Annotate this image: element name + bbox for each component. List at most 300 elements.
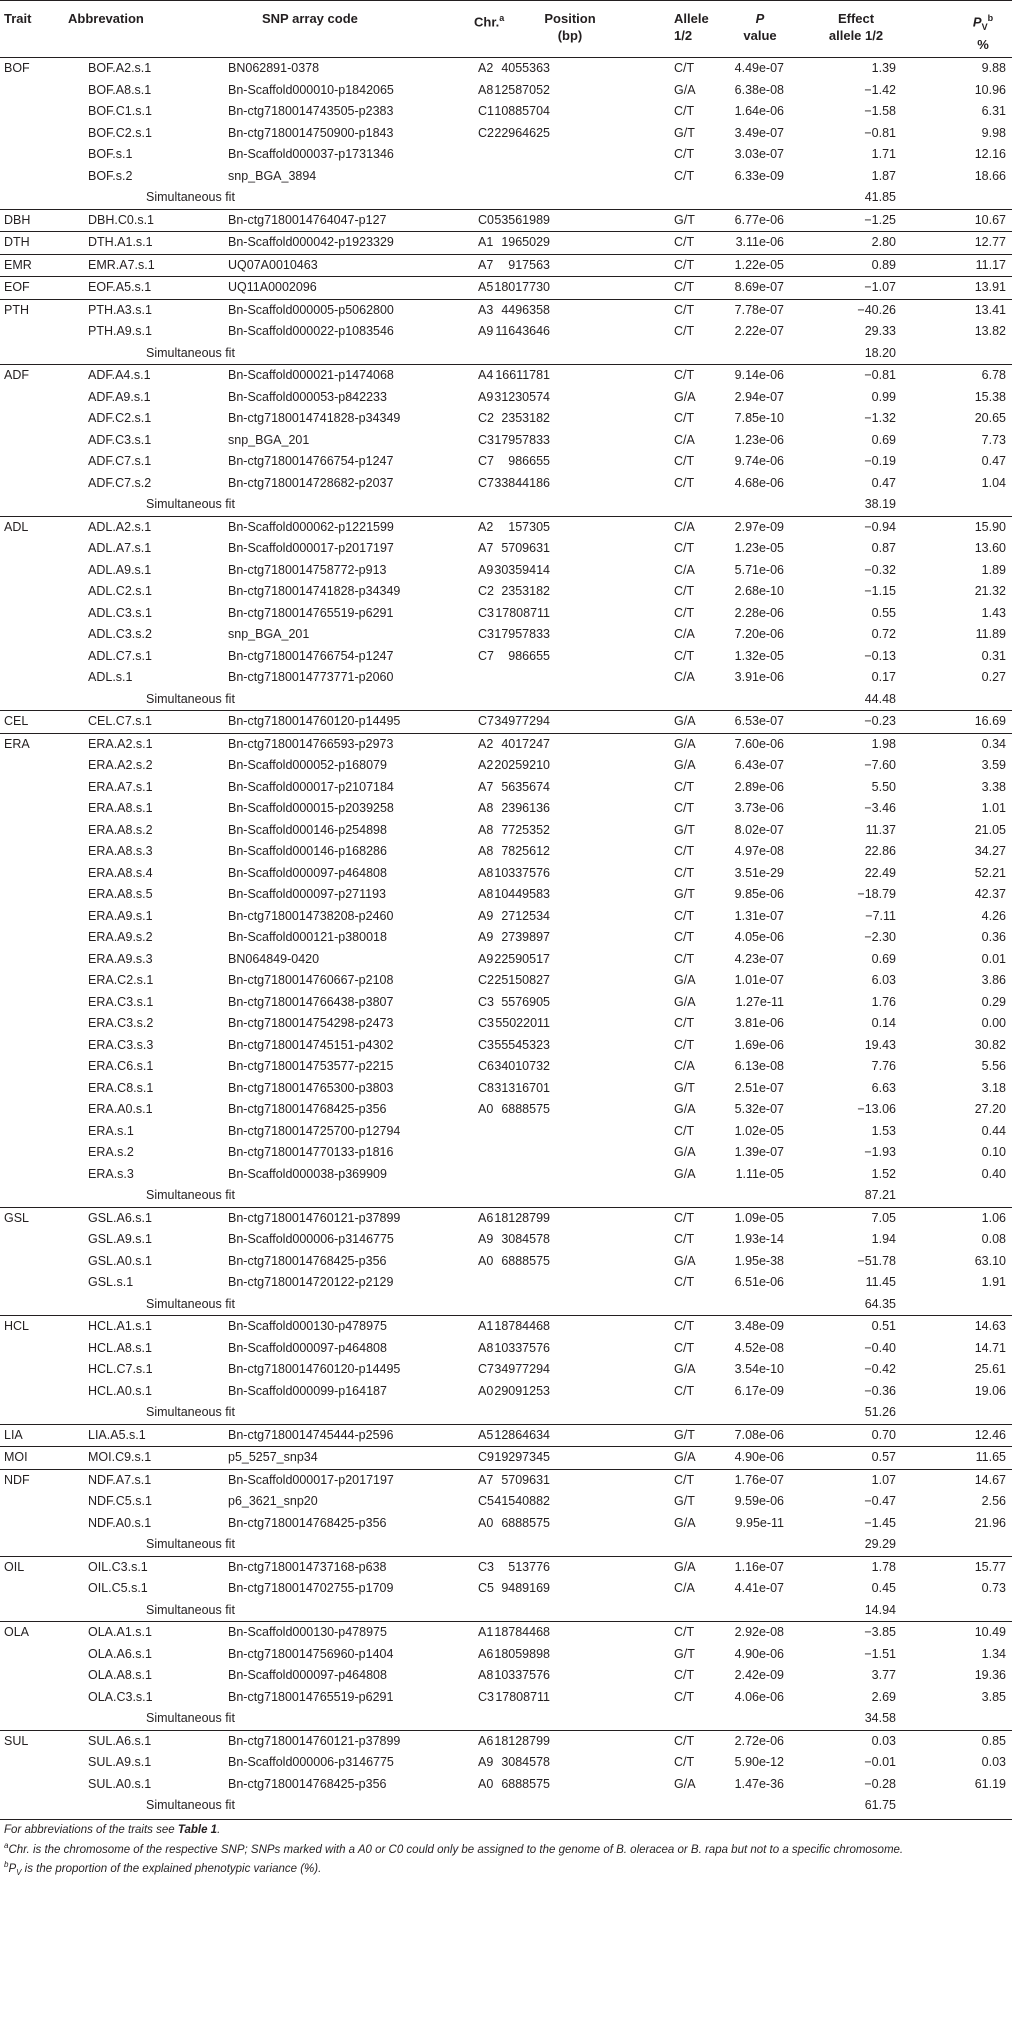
chromosome-cell: A4: [478, 368, 494, 382]
position-cell: 11643646: [495, 324, 550, 338]
simultaneous-fit-value: 14.94: [864, 1602, 896, 1617]
chromosome-cell: C6: [478, 1059, 494, 1073]
abbreviation-cell: BOF.A8.s.1: [88, 82, 152, 97]
table-row: [0, 1752, 1012, 1774]
header-chr-label: Chr.: [474, 14, 500, 30]
simultaneous-fit-label: Simultaneous fit: [146, 497, 235, 511]
header-snp-code-label: SNP array code: [262, 11, 358, 26]
abbreviation-cell: ADL.C7.s.1: [88, 648, 152, 663]
header-snp-code: [262, 10, 358, 27]
trait-cell: DTH: [4, 235, 30, 249]
p-value-cell: 3.73e-06: [734, 801, 784, 815]
effect-cell: −7.11: [865, 908, 896, 923]
allele-cell: C/T: [674, 257, 695, 272]
snp-array-code-cell: Bn-Scaffold000062-p1221599: [228, 519, 394, 534]
table-1-link[interactable]: Table 1: [177, 1823, 218, 1836]
simultaneous-fit-row: [0, 1294, 1012, 1316]
abbreviation-cell: EMR.A7.s.1: [88, 257, 155, 272]
abbreviation-cell: ERA.A8.s.2: [88, 822, 153, 837]
table-row: [0, 408, 1012, 430]
table-row: [0, 1164, 1012, 1186]
allele-cell: C/T: [674, 1668, 695, 1682]
position-cell: 10337576: [494, 865, 550, 880]
effect-cell: −3.46: [864, 801, 896, 815]
snp-array-code-cell: Bn-Scaffold000037-p1731346: [228, 147, 394, 161]
footnote-abbreviations: [0, 1823, 1012, 1838]
p-value-cell: 1.95e-38: [734, 1253, 784, 1268]
snp-array-code-cell: Bn-ctg7180014756960-p1404: [228, 1646, 394, 1661]
header-abbreviation: [68, 10, 144, 27]
chromosome-cell: A9: [478, 1755, 494, 1769]
abbreviation-cell: ERA.C3.s.2: [88, 1016, 154, 1030]
chromosome-cell: C7: [478, 475, 494, 490]
simultaneous-fit-row: [0, 1708, 1012, 1730]
snp-array-code-cell: Bn-Scaffold000097-p464808: [228, 1340, 387, 1355]
effect-cell: 1.07: [871, 1472, 896, 1487]
trait-cell: CEL: [4, 714, 29, 728]
allele-cell: C/A: [674, 1059, 695, 1073]
snp-array-code-cell: UQ07A0010463: [228, 257, 318, 272]
effect-cell: 2.80: [871, 235, 896, 249]
snp-array-code-cell: Bn-Scaffold000010-p1842065: [228, 82, 394, 97]
table-row: [0, 970, 1012, 992]
snp-array-code-cell: BN062891-0378: [228, 61, 320, 75]
chromosome-cell: A6: [478, 1210, 494, 1225]
abbreviation-cell: ERA.C3.s.1: [88, 994, 154, 1009]
chromosome-cell: C3: [478, 994, 494, 1009]
snp-array-code-cell: p6_3621_snp20: [228, 1494, 318, 1508]
table-row: [0, 1644, 1012, 1666]
abbreviation-cell: ADL.s.1: [88, 670, 133, 684]
abbreviation-cell: OLA.A6.s.1: [88, 1646, 152, 1661]
effect-cell: 5.50: [871, 779, 896, 794]
snp-array-code-cell: Bn-Scaffold000121-p380018: [228, 930, 387, 944]
table-row: [0, 254, 1012, 277]
footnote-abbreviations-end: .: [217, 1823, 221, 1836]
allele-cell: C/T: [674, 104, 695, 118]
snp-array-code-cell: Bn-ctg7180014766438-p3807: [228, 994, 394, 1009]
abbreviation-cell: ERA.C2.s.1: [88, 973, 154, 987]
pv-percent-cell: 13.82: [974, 324, 1006, 338]
snp-array-code-cell: BN064849-0420: [228, 951, 320, 966]
header-pv-unit: %: [977, 36, 989, 52]
allele-cell: C/T: [674, 648, 695, 663]
position-cell: 33844186: [494, 475, 550, 490]
position-cell: 5709631: [501, 541, 550, 555]
allele-cell: G/A: [674, 973, 696, 987]
position-cell: 19297345: [494, 1450, 550, 1464]
chromosome-cell: A2: [478, 61, 494, 75]
header-trait: [4, 10, 31, 27]
simultaneous-fit-value: 18.20: [864, 345, 896, 360]
effect-cell: 1.53: [871, 1123, 896, 1138]
simultaneous-fit-value: 61.75: [864, 1798, 896, 1812]
position-cell: 12587052: [494, 82, 550, 97]
table-row: [0, 667, 1012, 689]
snp-array-code-cell: Bn-Scaffold000021-p1474068: [228, 368, 394, 382]
footnote-abbreviations-text: For abbreviations of the traits see: [4, 1823, 178, 1836]
table-row: [0, 58, 1012, 80]
position-cell: 17957833: [494, 627, 550, 641]
table-row: [0, 1621, 1012, 1644]
p-value-cell: 7.85e-10: [734, 411, 784, 425]
p-value-cell: 9.85e-06: [734, 887, 784, 901]
p-value-cell: 3.49e-07: [734, 125, 784, 140]
abbreviation-cell: ERA.A8.s.4: [88, 865, 153, 880]
snp-array-code-cell: Bn-Scaffold000022-p1083546: [228, 324, 394, 338]
allele-cell: C/T: [674, 1123, 695, 1138]
footnote-a-text: Chr. is the chromosome of the respective SNP; SNPs marked with a A0 or C0 could only be assigned to the genome of B. oleracea or B. rapa but not to a specific chromosome.: [8, 1843, 904, 1856]
effect-cell: 7.05: [871, 1210, 896, 1225]
abbreviation-cell: ADL.C3.s.1: [88, 605, 152, 620]
abbreviation-cell: GSL.A9.s.1: [88, 1232, 152, 1246]
simultaneous-fit-value: 41.85: [864, 190, 896, 204]
snp-array-code-cell: Bn-ctg7180014745444-p2596: [228, 1427, 394, 1442]
pv-percent-cell: 6.78: [981, 368, 1006, 382]
snp-array-code-cell: Bn-Scaffold000130-p478975: [228, 1319, 387, 1333]
effect-cell: 19.43: [864, 1037, 896, 1052]
allele-cell: G/A: [674, 1515, 696, 1530]
snp-array-code-cell: UQ11A0002096: [228, 280, 317, 294]
chromosome-cell: A8: [478, 887, 494, 901]
pv-percent-cell: 0.27: [981, 670, 1006, 684]
simultaneous-fit-label: Simultaneous fit: [146, 1711, 235, 1725]
simultaneous-fit-row: [0, 1185, 1012, 1207]
allele-cell: G/T: [674, 125, 695, 140]
header-pv: [958, 10, 1008, 53]
p-value-cell: 2.42e-09: [734, 1668, 784, 1682]
table-row: [0, 1207, 1012, 1230]
table-row: [0, 1578, 1012, 1600]
effect-cell: 0.55: [871, 605, 896, 620]
allele-cell: C/T: [674, 1689, 695, 1704]
table-row: [0, 1229, 1012, 1251]
allele-cell: G/A: [674, 1362, 696, 1376]
pv-percent-cell: 13.91: [974, 280, 1006, 294]
table-row: [0, 992, 1012, 1014]
allele-cell: C/T: [674, 1340, 695, 1355]
p-value-cell: 1.39e-07: [734, 1145, 784, 1159]
pv-percent-cell: 0.10: [981, 1145, 1006, 1159]
pv-percent-cell: 12.46: [974, 1427, 1006, 1442]
chromosome-cell: C7: [478, 454, 494, 468]
pv-percent-cell: 0.40: [981, 1166, 1006, 1181]
abbreviation-cell: BOF.s.2: [88, 168, 133, 183]
pv-percent-cell: 14.67: [974, 1472, 1006, 1487]
abbreviation-cell: OLA.C3.s.1: [88, 1689, 153, 1704]
snp-array-code-cell: Bn-ctg7180014764047-p127: [228, 212, 387, 227]
abbreviation-cell: HCL.C7.s.1: [88, 1362, 153, 1376]
chromosome-cell: C7: [478, 714, 494, 728]
table-row: [0, 1469, 1012, 1492]
chromosome-cell: C1: [478, 104, 494, 118]
chromosome-cell: A0: [478, 1102, 494, 1116]
effect-cell: 11.45: [865, 1275, 896, 1289]
snp-array-code-cell: Bn-ctg7180014766754-p1247: [228, 454, 394, 468]
snp-array-code-cell: Bn-Scaffold000017-p2017197: [228, 1472, 394, 1487]
chromosome-cell: C3: [478, 1689, 494, 1704]
snp-array-code-cell: Bn-ctg7180014760121-p37899: [228, 1210, 401, 1225]
position-cell: 18128799: [494, 1210, 550, 1225]
effect-cell: −1.15: [864, 584, 896, 598]
position-cell: 6888575: [501, 1253, 550, 1268]
chromosome-cell: C7: [478, 1362, 494, 1376]
effect-cell: −0.23: [864, 714, 896, 728]
position-cell: 2396136: [501, 801, 550, 815]
table-row: [0, 863, 1012, 885]
table-row: [0, 516, 1012, 539]
chromosome-cell: A8: [478, 82, 494, 97]
chromosome-cell: C9: [478, 1450, 494, 1464]
abbreviation-cell: ERA.A9.s.2: [88, 930, 153, 944]
abbreviation-cell: OLA.A8.s.1: [88, 1668, 152, 1682]
table-row: [0, 1424, 1012, 1447]
allele-cell: C/T: [674, 280, 695, 294]
effect-cell: −0.47: [864, 1494, 896, 1508]
p-value-cell: 6.33e-09: [734, 168, 784, 183]
position-cell: 17957833: [494, 432, 550, 447]
chromosome-cell: A2: [478, 758, 494, 772]
abbreviation-cell: ERA.A7.s.1: [88, 779, 153, 794]
effect-cell: −1.07: [864, 280, 896, 294]
chromosome-cell: A9: [478, 389, 494, 404]
pv-percent-cell: 3.18: [981, 1080, 1006, 1095]
allele-cell: C/T: [674, 1016, 695, 1030]
trait-cell: NDF: [4, 1472, 30, 1487]
trait-cell: MOI: [4, 1450, 28, 1464]
table-row: [0, 538, 1012, 560]
allele-cell: G/A: [674, 389, 696, 404]
table-row: [0, 1056, 1012, 1078]
pv-percent-cell: 21.05: [974, 822, 1006, 837]
pv-percent-cell: 3.38: [981, 779, 1006, 794]
p-value-cell: 2.68e-10: [734, 584, 784, 598]
effect-cell: −40.26: [857, 302, 896, 317]
simultaneous-fit-row: [0, 689, 1012, 711]
p-value-cell: 3.48e-09: [734, 1319, 784, 1333]
pv-percent-cell: 0.31: [981, 648, 1006, 663]
header-allele: [674, 10, 709, 44]
chromosome-cell: A7: [478, 779, 494, 794]
allele-cell: C/T: [674, 1210, 695, 1225]
effect-cell: −0.36: [864, 1383, 896, 1398]
chromosome-cell: A1: [478, 235, 494, 249]
chromosome-cell: A2: [478, 519, 494, 534]
p-value-cell: 1.93e-14: [734, 1232, 784, 1246]
pv-percent-cell: 15.77: [974, 1559, 1006, 1574]
effect-cell: 29.33: [864, 324, 896, 338]
header-abbreviation-label: Abbrevation: [68, 11, 144, 26]
p-value-cell: 9.59e-06: [734, 1494, 784, 1508]
position-cell: 18059898: [494, 1646, 550, 1661]
allele-cell: C/T: [674, 147, 695, 161]
chromosome-cell: A8: [478, 1340, 494, 1355]
p-value-cell: 1.22e-05: [734, 257, 784, 272]
table-row: [0, 1513, 1012, 1535]
position-cell: 6888575: [501, 1515, 550, 1530]
position-cell: 29091253: [494, 1383, 550, 1398]
allele-cell: C/T: [674, 1625, 695, 1639]
chromosome-cell: A7: [478, 257, 494, 272]
allele-cell: G/A: [674, 758, 696, 772]
effect-cell: −7.60: [864, 758, 896, 772]
pv-percent-cell: 11.65: [975, 1450, 1006, 1464]
allele-cell: C/T: [674, 475, 695, 490]
simultaneous-fit-label: Simultaneous fit: [146, 1188, 235, 1202]
pv-percent-cell: 1.06: [981, 1210, 1006, 1225]
allele-cell: C/T: [674, 1037, 695, 1052]
effect-cell: 1.87: [871, 168, 896, 183]
abbreviation-cell: ERA.s.1: [88, 1123, 134, 1138]
table-row: [0, 646, 1012, 668]
simultaneous-fit-value: 87.21: [864, 1188, 896, 1202]
snp-array-code-cell: Bn-ctg7180014765300-p3803: [228, 1080, 394, 1095]
p-value-cell: 1.23e-05: [734, 541, 784, 555]
effect-cell: 2.69: [871, 1689, 896, 1704]
abbreviation-cell: ERA.A2.s.1: [88, 736, 153, 751]
position-cell: 917563: [508, 257, 550, 272]
abbreviation-cell: BOF.C2.s.1: [88, 125, 152, 140]
position-cell: 22964625: [494, 125, 550, 140]
chromosome-cell: A8: [478, 801, 494, 815]
snp-array-code-cell: Bn-ctg7180014760121-p37899: [228, 1733, 401, 1748]
snp-array-code-cell: Bn-ctg7180014758772-p913: [228, 562, 387, 577]
table-row: [0, 798, 1012, 820]
pv-percent-cell: 1.34: [981, 1646, 1006, 1661]
abbreviation-cell: BOF.C1.s.1: [88, 104, 152, 118]
chromosome-cell: A8: [478, 865, 494, 880]
position-cell: 2739897: [501, 930, 550, 944]
allele-cell: C/T: [674, 1472, 695, 1487]
position-cell: 5635674: [501, 779, 550, 794]
allele-cell: G/T: [674, 887, 695, 901]
allele-cell: G/T: [674, 1080, 695, 1095]
chromosome-cell: A7: [478, 1472, 494, 1487]
pv-percent-cell: 1.43: [981, 605, 1006, 620]
snp-array-code-cell: Bn-Scaffold000099-p164187: [228, 1383, 387, 1398]
chromosome-cell: A8: [478, 1668, 494, 1682]
allele-cell: C/T: [674, 844, 695, 858]
pv-percent-cell: 0.44: [981, 1123, 1006, 1138]
abbreviation-cell: SUL.A6.s.1: [88, 1733, 152, 1748]
pv-percent-cell: 14.63: [974, 1319, 1006, 1333]
snp-array-code-cell: Bn-ctg7180014768425-p356: [228, 1776, 387, 1791]
chromosome-cell: A9: [478, 930, 494, 944]
chromosome-cell: C3: [478, 605, 494, 620]
effect-cell: −1.42: [864, 82, 896, 97]
simultaneous-fit-label: Simultaneous fit: [146, 345, 235, 360]
header-p-value: [720, 10, 800, 44]
snp-array-code-cell: snp_BGA_201: [228, 432, 310, 447]
effect-cell: −18.79: [857, 887, 896, 901]
pv-percent-cell: 27.20: [974, 1102, 1006, 1116]
effect-cell: −0.01: [864, 1755, 896, 1769]
position-cell: 6888575: [501, 1776, 550, 1791]
allele-cell: C/T: [674, 1319, 695, 1333]
simultaneous-fit-value: 34.58: [864, 1711, 896, 1725]
effect-cell: 0.89: [871, 257, 896, 272]
simultaneous-fit-label: Simultaneous fit: [146, 1798, 235, 1812]
chromosome-cell: C0: [478, 212, 494, 227]
pv-percent-cell: 0.08: [981, 1232, 1006, 1246]
effect-cell: 6.03: [871, 973, 896, 987]
pv-percent-cell: 25.61: [974, 1362, 1006, 1376]
position-cell: 31316701: [494, 1080, 550, 1095]
effect-cell: −1.32: [864, 411, 896, 425]
p-value-cell: 5.32e-07: [734, 1102, 784, 1116]
allele-cell: C/T: [674, 61, 695, 75]
table-row: [0, 1035, 1012, 1057]
p-value-cell: 7.60e-06: [734, 736, 784, 751]
snp-array-code-cell: Bn-ctg7180014765519-p6291: [228, 605, 394, 620]
effect-cell: 1.78: [871, 1559, 896, 1574]
table-row: [0, 1338, 1012, 1360]
chromosome-cell: C8: [478, 1080, 494, 1095]
allele-cell: C/T: [674, 411, 695, 425]
p-value-cell: 2.92e-08: [734, 1625, 784, 1639]
pv-percent-cell: 0.73: [981, 1581, 1006, 1595]
abbreviation-cell: BOF.A2.s.1: [88, 61, 152, 75]
abbreviation-cell: SUL.A0.s.1: [88, 1776, 152, 1791]
snp-array-code-cell: Bn-ctg7180014741828-p34349: [228, 584, 401, 598]
p-value-cell: 1.16e-07: [734, 1559, 784, 1574]
allele-cell: G/A: [674, 714, 696, 728]
abbreviation-cell: ERA.A9.s.1: [88, 908, 153, 923]
p-value-cell: 9.74e-06: [734, 454, 784, 468]
simultaneous-fit-row: [0, 494, 1012, 516]
effect-cell: 3.77: [871, 1668, 896, 1682]
allele-cell: C/T: [674, 1755, 695, 1769]
chromosome-cell: A0: [478, 1776, 494, 1791]
pv-percent-cell: 9.88: [981, 61, 1006, 75]
p-value-cell: 1.47e-36: [734, 1776, 784, 1791]
position-cell: 157305: [508, 519, 550, 534]
pv-percent-cell: 19.06: [974, 1383, 1006, 1398]
chromosome-cell: C2: [478, 584, 494, 598]
simultaneous-fit-row: [0, 1795, 1012, 1817]
effect-cell: 0.69: [871, 432, 896, 447]
p-value-cell: 3.51e-29: [734, 865, 784, 880]
pv-percent-cell: 13.41: [974, 302, 1006, 317]
abbreviation-cell: ERA.A0.s.1: [88, 1102, 153, 1116]
pv-percent-cell: 12.16: [974, 147, 1006, 161]
abbreviation-cell: EOF.A5.s.1: [88, 280, 152, 294]
chromosome-cell: C2: [478, 125, 494, 140]
p-value-cell: 7.78e-07: [734, 302, 784, 317]
header-pv-symbol: P: [972, 14, 982, 30]
p-value-cell: 2.94e-07: [734, 389, 784, 404]
allele-cell: C/A: [674, 670, 695, 684]
abbreviation-cell: OIL.C5.s.1: [88, 1581, 148, 1595]
effect-cell: −0.81: [864, 125, 896, 140]
abbreviation-cell: ERA.s.2: [88, 1145, 134, 1159]
table-row: [0, 473, 1012, 495]
pv-percent-cell: 16.69: [974, 714, 1006, 728]
p-value-cell: 1.76e-07: [734, 1472, 784, 1487]
pv-percent-cell: 42.37: [974, 887, 1006, 901]
footnote-b-subscript: V: [16, 1868, 22, 1878]
abbreviation-cell: GSL.s.1: [88, 1275, 134, 1289]
simultaneous-fit-label: Simultaneous fit: [146, 1296, 235, 1311]
abbreviation-cell: ADF.C7.s.1: [88, 454, 152, 468]
pv-percent-cell: 13.60: [974, 541, 1006, 555]
chromosome-cell: C5: [478, 1494, 494, 1508]
snp-array-code-cell: snp_BGA_201: [228, 627, 310, 641]
simultaneous-fit-value: 29.29: [864, 1537, 896, 1551]
allele-cell: C/T: [674, 302, 695, 317]
chromosome-cell: C5: [478, 1581, 494, 1595]
effect-cell: −0.40: [864, 1340, 896, 1355]
